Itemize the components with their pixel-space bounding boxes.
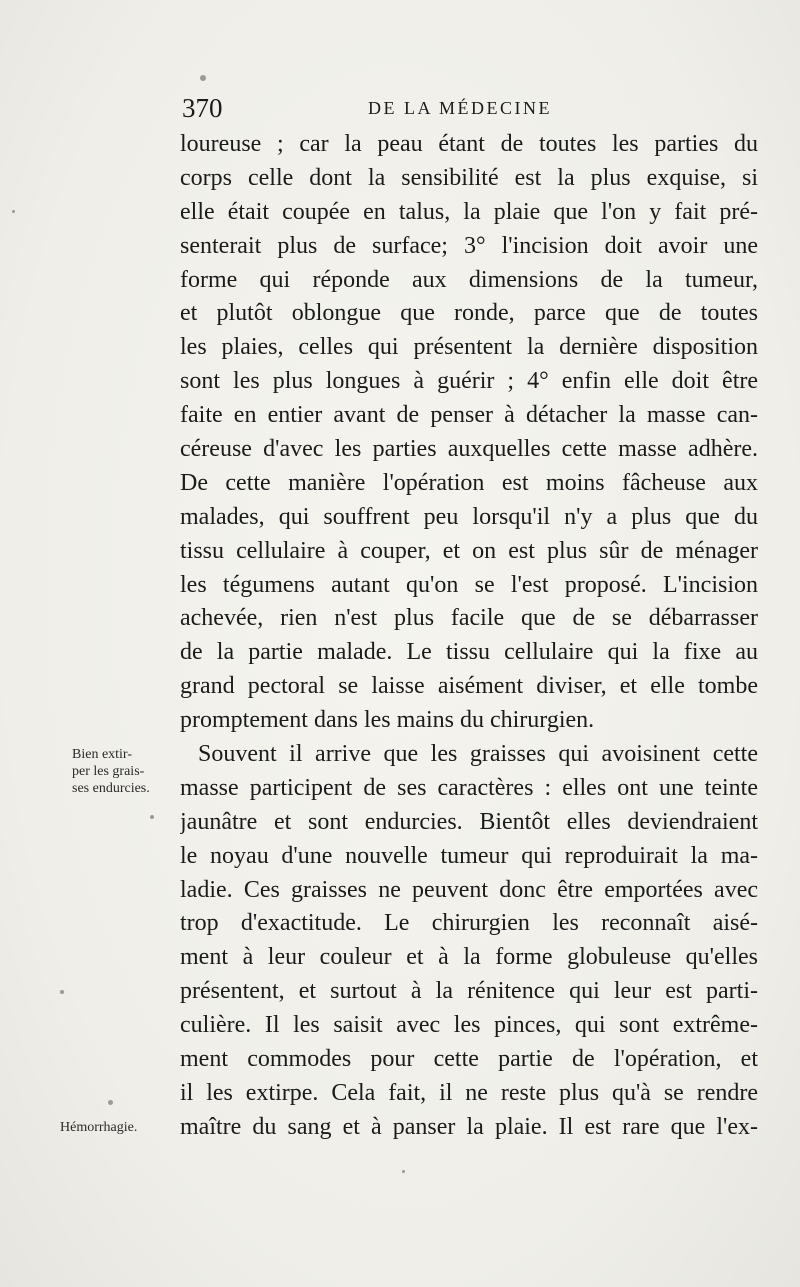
text-line: achevée, rien n'est plus facile que de se débarrasser: [180, 605, 758, 632]
margin-note-line: ses endurcies.: [72, 781, 150, 796]
text-line: loureuse ; car la peau étant de toutes les parties du: [180, 131, 758, 157]
page-header: [178, 90, 758, 126]
text-line: culière. Il les saisit avec les pinces, qui sont extrême-: [180, 1012, 758, 1039]
text-line: masse participent de ses caractères : elles ont une teinte: [180, 774, 758, 801]
text-line: De cette manière l'opération est moins fâcheuse aux: [180, 469, 758, 496]
text-line: faite en entier avant de penser à détacher la masse can-: [180, 402, 758, 429]
text-line: Souvent il arrive que les graisses qui avoisinent cette: [198, 741, 758, 768]
paper-speck: [60, 990, 64, 994]
text-line: tissu cellulaire à couper, et on est plus sûr de ménager: [180, 537, 758, 564]
text-line: senterait plus de surface; 3° l'incision doit avoir une: [180, 232, 758, 259]
text-line: jaunâtre et sont endurcies. Bientôt elles deviendraient: [180, 808, 758, 835]
text-line: maître du sang et à panser la plaie. Il est rare que l'ex-: [180, 1113, 758, 1140]
text-line: ladie. Ces graisses ne peuvent donc être emportées avec: [180, 876, 758, 903]
margin-note-line: Bien extir-: [72, 747, 132, 762]
margin-note-line: per les grais-: [72, 764, 145, 779]
margin-note-hemorrhagie: Hémorrhagie.: [60, 1120, 138, 1135]
text-line: elle était coupée en talus, la plaie que l'on y fait pré-: [180, 198, 758, 225]
text-line: ment à leur couleur et à la forme globuleuse qu'elles: [180, 944, 758, 971]
text-line: le noyau d'une nouvelle tumeur qui reproduirait la ma-: [180, 842, 758, 869]
text-line: forme qui réponde aux dimensions de la tumeur,: [180, 266, 758, 293]
page-number: 370: [182, 93, 223, 123]
text-line: corps celle dont la sensibilité est la plus exquise, si: [180, 164, 758, 191]
text-line: trop d'exactitude. Le chirurgien les reconnaît aisé-: [180, 910, 758, 937]
body-text: [180, 128, 758, 1145]
text-line: présentent, et surtout à la rénitence qui leur est parti-: [180, 978, 758, 1005]
text-line: céreuse d'avec les parties auxquelles cette masse adhère.: [180, 436, 758, 463]
text-line: les plaies, celles qui présentent la dernière disposition: [180, 334, 758, 361]
text-line: de la partie malade. Le tissu cellulaire qui la fixe au: [180, 639, 758, 666]
paper-speck: [12, 210, 15, 213]
running-head: DE LA MÉDECINE: [368, 98, 552, 118]
paper-speck: [402, 1170, 405, 1173]
text-line: et plutôt oblongue que ronde, parce que de toutes: [180, 300, 758, 327]
text-line: sont les plus longues à guérir ; 4° enfin elle doit être: [180, 368, 758, 395]
margin-note-graisses: [72, 746, 180, 797]
paper-speck: [108, 1100, 113, 1105]
text-line: les tégumens autant qu'on se l'est proposé. L'incision: [180, 571, 758, 598]
text-line: promptement dans les mains du chirurgien.: [180, 707, 595, 734]
text-line: malades, qui souffrent peu lorsqu'il n'y a plus que du: [180, 503, 758, 530]
text-line: grand pectoral se laisse aisément diviser, et elle tombe: [180, 673, 758, 700]
text-line: il les extirpe. Cela fait, il ne reste plus qu'à se rendre: [180, 1079, 758, 1106]
text-line: ment commodes pour cette partie de l'opération, et: [180, 1046, 758, 1073]
paper-speck: [200, 75, 206, 81]
paper-speck: [150, 815, 154, 819]
